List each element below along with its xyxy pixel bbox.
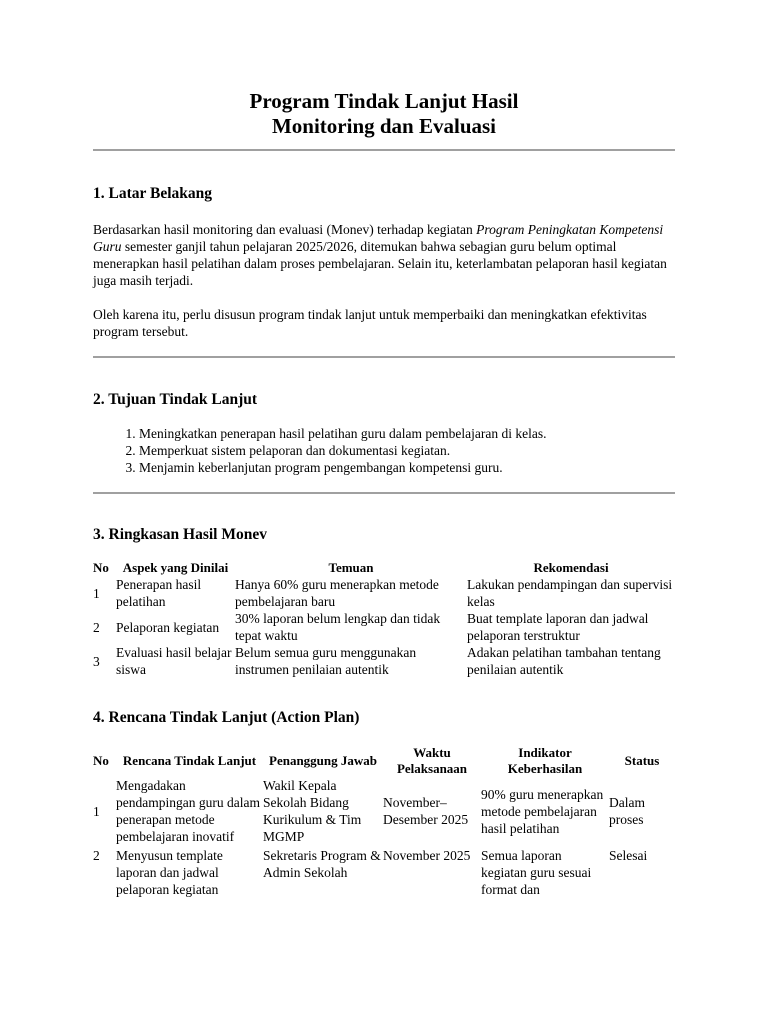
table-header-row bbox=[93, 745, 675, 777]
table-row bbox=[93, 845, 675, 898]
header-indikator: Indikator Keberhasilan bbox=[507, 745, 583, 776]
cell-temuan: Hanya 60% guru menerapkan metode pembelajaran baru bbox=[235, 577, 439, 609]
section-3-heading: 3. Ringkasan Hasil Monev bbox=[93, 526, 267, 543]
cell-temuan: Belum semua guru menggunakan instrumen penilaian autentik bbox=[235, 645, 417, 677]
document-page bbox=[93, 0, 675, 898]
header-temuan: Temuan bbox=[328, 560, 374, 575]
table-row bbox=[93, 777, 675, 845]
header-rencana: Rencana Tindak Lanjut bbox=[122, 753, 257, 768]
cell-penanggung-jawab: Wakil Kepala Sekolah Bidang Kurikulum & Tim MGMP bbox=[263, 778, 362, 844]
divider bbox=[93, 356, 675, 358]
header-aspek: Aspek yang Dinilai bbox=[122, 560, 229, 575]
objectives-list bbox=[93, 425, 675, 476]
cell-waktu: November 2025 bbox=[383, 848, 471, 863]
para1-text-a: Berdasarkan hasil monitoring dan evaluasi (Monev) terhadap kegiatan bbox=[93, 222, 477, 237]
cell-status: Dalam proses bbox=[609, 795, 645, 827]
cell-penanggung-jawab: Sekretaris Program & Admin Sekolah bbox=[263, 848, 381, 880]
list-item: 3. Menjamin keberlanjutan program pengembangan kompetensi guru. bbox=[139, 459, 675, 476]
list-item: 1. Meningkatkan penerapan hasil pelatihan guru dalam pembelajaran di kelas. bbox=[139, 425, 675, 442]
cell-aspek: Penerapan hasil pelatihan bbox=[116, 577, 202, 609]
cell-rekomendasi: Lakukan pendampingan dan supervisi kelas bbox=[467, 577, 673, 609]
divider bbox=[93, 149, 675, 151]
cell-waktu: November–Desember 2025 bbox=[383, 795, 469, 827]
cell-no: 2 bbox=[93, 619, 100, 635]
section-1-heading: 1. Latar Belakang bbox=[93, 185, 212, 202]
header-status: Status bbox=[624, 753, 660, 768]
section-1-paragraph-1 bbox=[93, 221, 675, 289]
page-title bbox=[93, 0, 675, 139]
title-line-1: Program Tindak Lanjut Hasil bbox=[249, 89, 519, 113]
table-row bbox=[93, 644, 675, 678]
cell-aspek: Evaluasi hasil belajar siswa bbox=[116, 645, 232, 677]
cell-no: 3 bbox=[93, 653, 100, 669]
monev-summary-table bbox=[93, 560, 675, 678]
title-line-2: Monitoring dan Evaluasi bbox=[271, 114, 497, 138]
cell-rencana: Mengadakan pendampingan guru dalam penerapan metode pembelajaran inovatif bbox=[116, 778, 260, 844]
cell-rekomendasi: Adakan pelatihan tambahan tentang penilaian autentik bbox=[467, 645, 661, 677]
cell-rekomendasi: Buat template laporan dan jadwal pelaporan terstruktur bbox=[467, 611, 649, 643]
cell-indikator: 90% guru menerapkan metode pembelajaran hasil pelatihan bbox=[481, 786, 604, 836]
cell-no: 1 bbox=[93, 585, 100, 601]
divider bbox=[93, 492, 675, 494]
table-header-row bbox=[93, 560, 675, 576]
cell-aspek: Pelaporan kegiatan bbox=[116, 619, 220, 635]
cell-status: Selesai bbox=[609, 848, 648, 863]
section-2-heading: 2. Tujuan Tindak Lanjut bbox=[93, 391, 258, 408]
cell-indikator: Semua laporan kegiatan guru sesuai format dan bbox=[481, 848, 592, 897]
section-1-paragraph-2: Oleh karena itu, perlu disusun program tindak lanjut untuk memperbaiki dan meningkatkan efektivitas program tersebut. bbox=[93, 307, 647, 339]
cell-rencana: Menyusun template laporan dan jadwal pelaporan kegiatan bbox=[116, 848, 223, 897]
header-no: No bbox=[93, 560, 109, 575]
program-name-italic: Program Peningkatan Kompetensi Guru bbox=[93, 222, 664, 254]
header-no: No bbox=[93, 753, 109, 768]
cell-no: 1 bbox=[93, 803, 100, 819]
header-waktu: Waktu Pelaksanaan bbox=[396, 745, 468, 776]
cell-no: 2 bbox=[93, 848, 100, 863]
header-penanggung-jawab: Penanggung Jawab bbox=[269, 753, 377, 768]
table-row bbox=[93, 610, 675, 644]
para1-text-b: semester ganjil tahun pelajaran 2025/2026, ditemukan bahwa sebagian guru belum optimal menerapkan hasil pelatihan dalam proses pembelajaran. Selain itu, keterlambatan pelaporan hasil kegiatan juga masih terjadi. bbox=[93, 239, 667, 288]
cell-temuan: 30% laporan belum lengkap dan tidak tepat waktu bbox=[235, 611, 441, 643]
section-4-heading: 4. Rencana Tindak Lanjut (Action Plan) bbox=[93, 709, 360, 726]
list-item: 2. Memperkuat sistem pelaporan dan dokumentasi kegiatan. bbox=[139, 442, 675, 459]
header-rekomendasi: Rekomendasi bbox=[533, 560, 609, 575]
table-row bbox=[93, 576, 675, 610]
action-plan-table bbox=[93, 745, 675, 898]
